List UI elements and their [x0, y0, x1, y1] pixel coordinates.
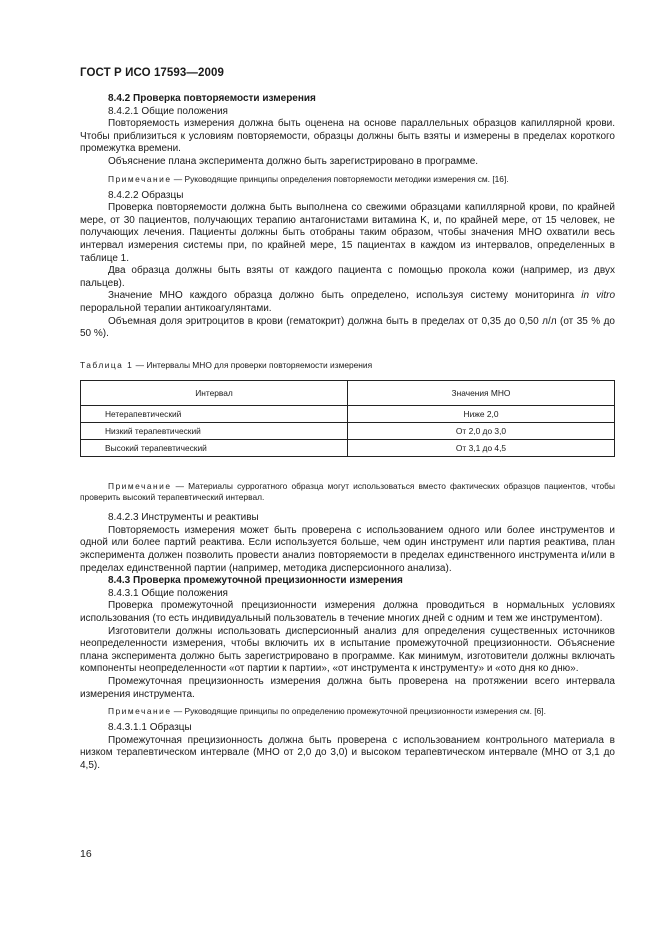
section-8-4-2-title: 8.4.2 Проверка повторяемости измерения [108, 93, 316, 104]
cell-interval: Низкий терапевтический [81, 423, 348, 440]
paragraph: Повторяемость измерения должна быть оценена на основе параллельных образцов капиллярной крови. Чтобы приблизиться к условиям повторяемости, образцы должны быть взяты и измерены в пределах короткого промежутка времени. [80, 118, 615, 155]
paragraph: Повторяемость измерения может быть проверена с использованием одного или более инструментов и одной или более партий реактива. Если используется больше, чем один инструмент или партия реактива, план эксперимента должен позволить провести анализ повторяемости в пределах единственного инструмента и/или в пределах единственной партии (например, методика дисперсионного анализа). [80, 524, 615, 574]
section-8-4-2-3-title: 8.4.2.3 Инструменты и реактивы [108, 512, 259, 524]
note-text: — Руководящие принципы по определению промежуточной прецизионности измерения см. [6]. [171, 706, 546, 717]
page-number: 16 [80, 848, 92, 860]
text-run: Значение МНО каждого образца должно быть определено, используя систему мониторинга [108, 290, 582, 302]
paragraph: Промежуточная прецизионность измерения должна быть проверена на протяжении всего интервала измерения инструмента. [80, 676, 615, 700]
note-label: Примечание [108, 481, 172, 492]
table-row [81, 406, 615, 423]
note-text: — Руководящие принципы определения повторяемости методики измерения см. [16]. [171, 173, 509, 184]
paragraph: Проверка повторяемости должна быть выполнена со свежими образцами капиллярной крови, по крайней мере, от 30 пациентов, получающих терапию антагонистами витамина K, и, по крайней мере, от 15 человек, не получающих лечения. Пациенты должны быть отобраны таким образом, чтобы значения МНО охватили весь интервал измерения системы при, по крайней мере, 15 пациентах в каждом из интервалов, определенных в таблице 1. [80, 202, 615, 264]
paragraph: Объемная доля эритроцитов в крови (гематокрит) должна быть в пределах от 0,35 до 0,50 л/л (от 35 % до 50 %). [80, 315, 615, 340]
note-label: Примечание [108, 173, 172, 184]
page-body [80, 93, 615, 773]
column-header-inr-values: Значения МНО [348, 381, 615, 406]
column-header-interval: Интервал [81, 381, 348, 406]
cell-value: От 2,0 до 3,0 [348, 423, 615, 440]
note-label: Примечание [108, 706, 172, 717]
paragraph: Изготовители должны использовать дисперсионный анализ для определения существенных источников неопределенности измерения, чтобы включить их в испытание промежуточной прецизионности. Объяснение плана эксперимента должно быть зарегистрировано в программе. Как минимум, изготовители должны включать компоненты неопределенности «от партии к партии», «от инструмента к инструменту» и «ото дня ко дню». [80, 625, 615, 675]
paragraph: Проверка промежуточной прецизионности измерения должна проводиться в нормальных условиях использования (то есть индивидуальный пользователь в течение многих дней с одним и тем же инструментом). [80, 600, 615, 625]
table-note [80, 481, 615, 503]
paragraph: Промежуточная прецизионность должна быть проверена с использованием контрольного материала в низком терапевтическом интервале (МНО от 2,0 до 3,0) и высоком терапевтическом интервале (МНО от 3,1 до 4,5). [80, 734, 615, 771]
cell-interval: Высокий терапевтический [81, 440, 348, 457]
cell-interval: Нетерапевтический [81, 406, 348, 423]
italic-term: in vitro [581, 290, 616, 302]
table-row [81, 440, 615, 457]
section-8-4-3-1-1-title: 8.4.3.1.1 Образцы [108, 722, 192, 734]
table-header-row [81, 381, 615, 406]
section-8-4-2-1-title: 8.4.2.1 Общие положения [108, 105, 228, 117]
paragraph [80, 290, 615, 315]
paragraph: Объяснение плана эксперимента должно быть зарегистрировано в программе. [108, 155, 479, 167]
note [80, 706, 615, 717]
paragraph: Два образца должны быть взяты от каждого пациента с помощью прокола кожи (например, из двух пальцев). [80, 265, 615, 289]
inr-intervals-table [80, 380, 615, 457]
section-8-4-3-1-title: 8.4.3.1 Общие положения [108, 587, 228, 599]
section-8-4-3-title: 8.4.3 Проверка промежуточной прецизионности измерения [108, 575, 403, 587]
section-8-4-2-2-title: 8.4.2.2 Образцы [108, 189, 184, 201]
document-header: ГОСТ Р ИСО 17593—2009 [80, 67, 225, 79]
table-caption-label: Таблица 1 [80, 359, 134, 370]
cell-value: Ниже 2,0 [348, 406, 615, 423]
table-caption [80, 359, 615, 372]
table-row [81, 423, 615, 440]
table-caption-text: — Интервалы МНО для проверки повторяемости измерения [133, 359, 373, 370]
cell-value: От 3,1 до 4,5 [348, 440, 615, 457]
text-run: пероральной терапии антикоагулянтами. [80, 302, 272, 314]
note-text: — Материалы суррогатного образца могут использоваться вместо фактических образцов пациентов, чтобы проверить высокий терапевтический интервал. [80, 481, 615, 503]
note [80, 174, 615, 185]
